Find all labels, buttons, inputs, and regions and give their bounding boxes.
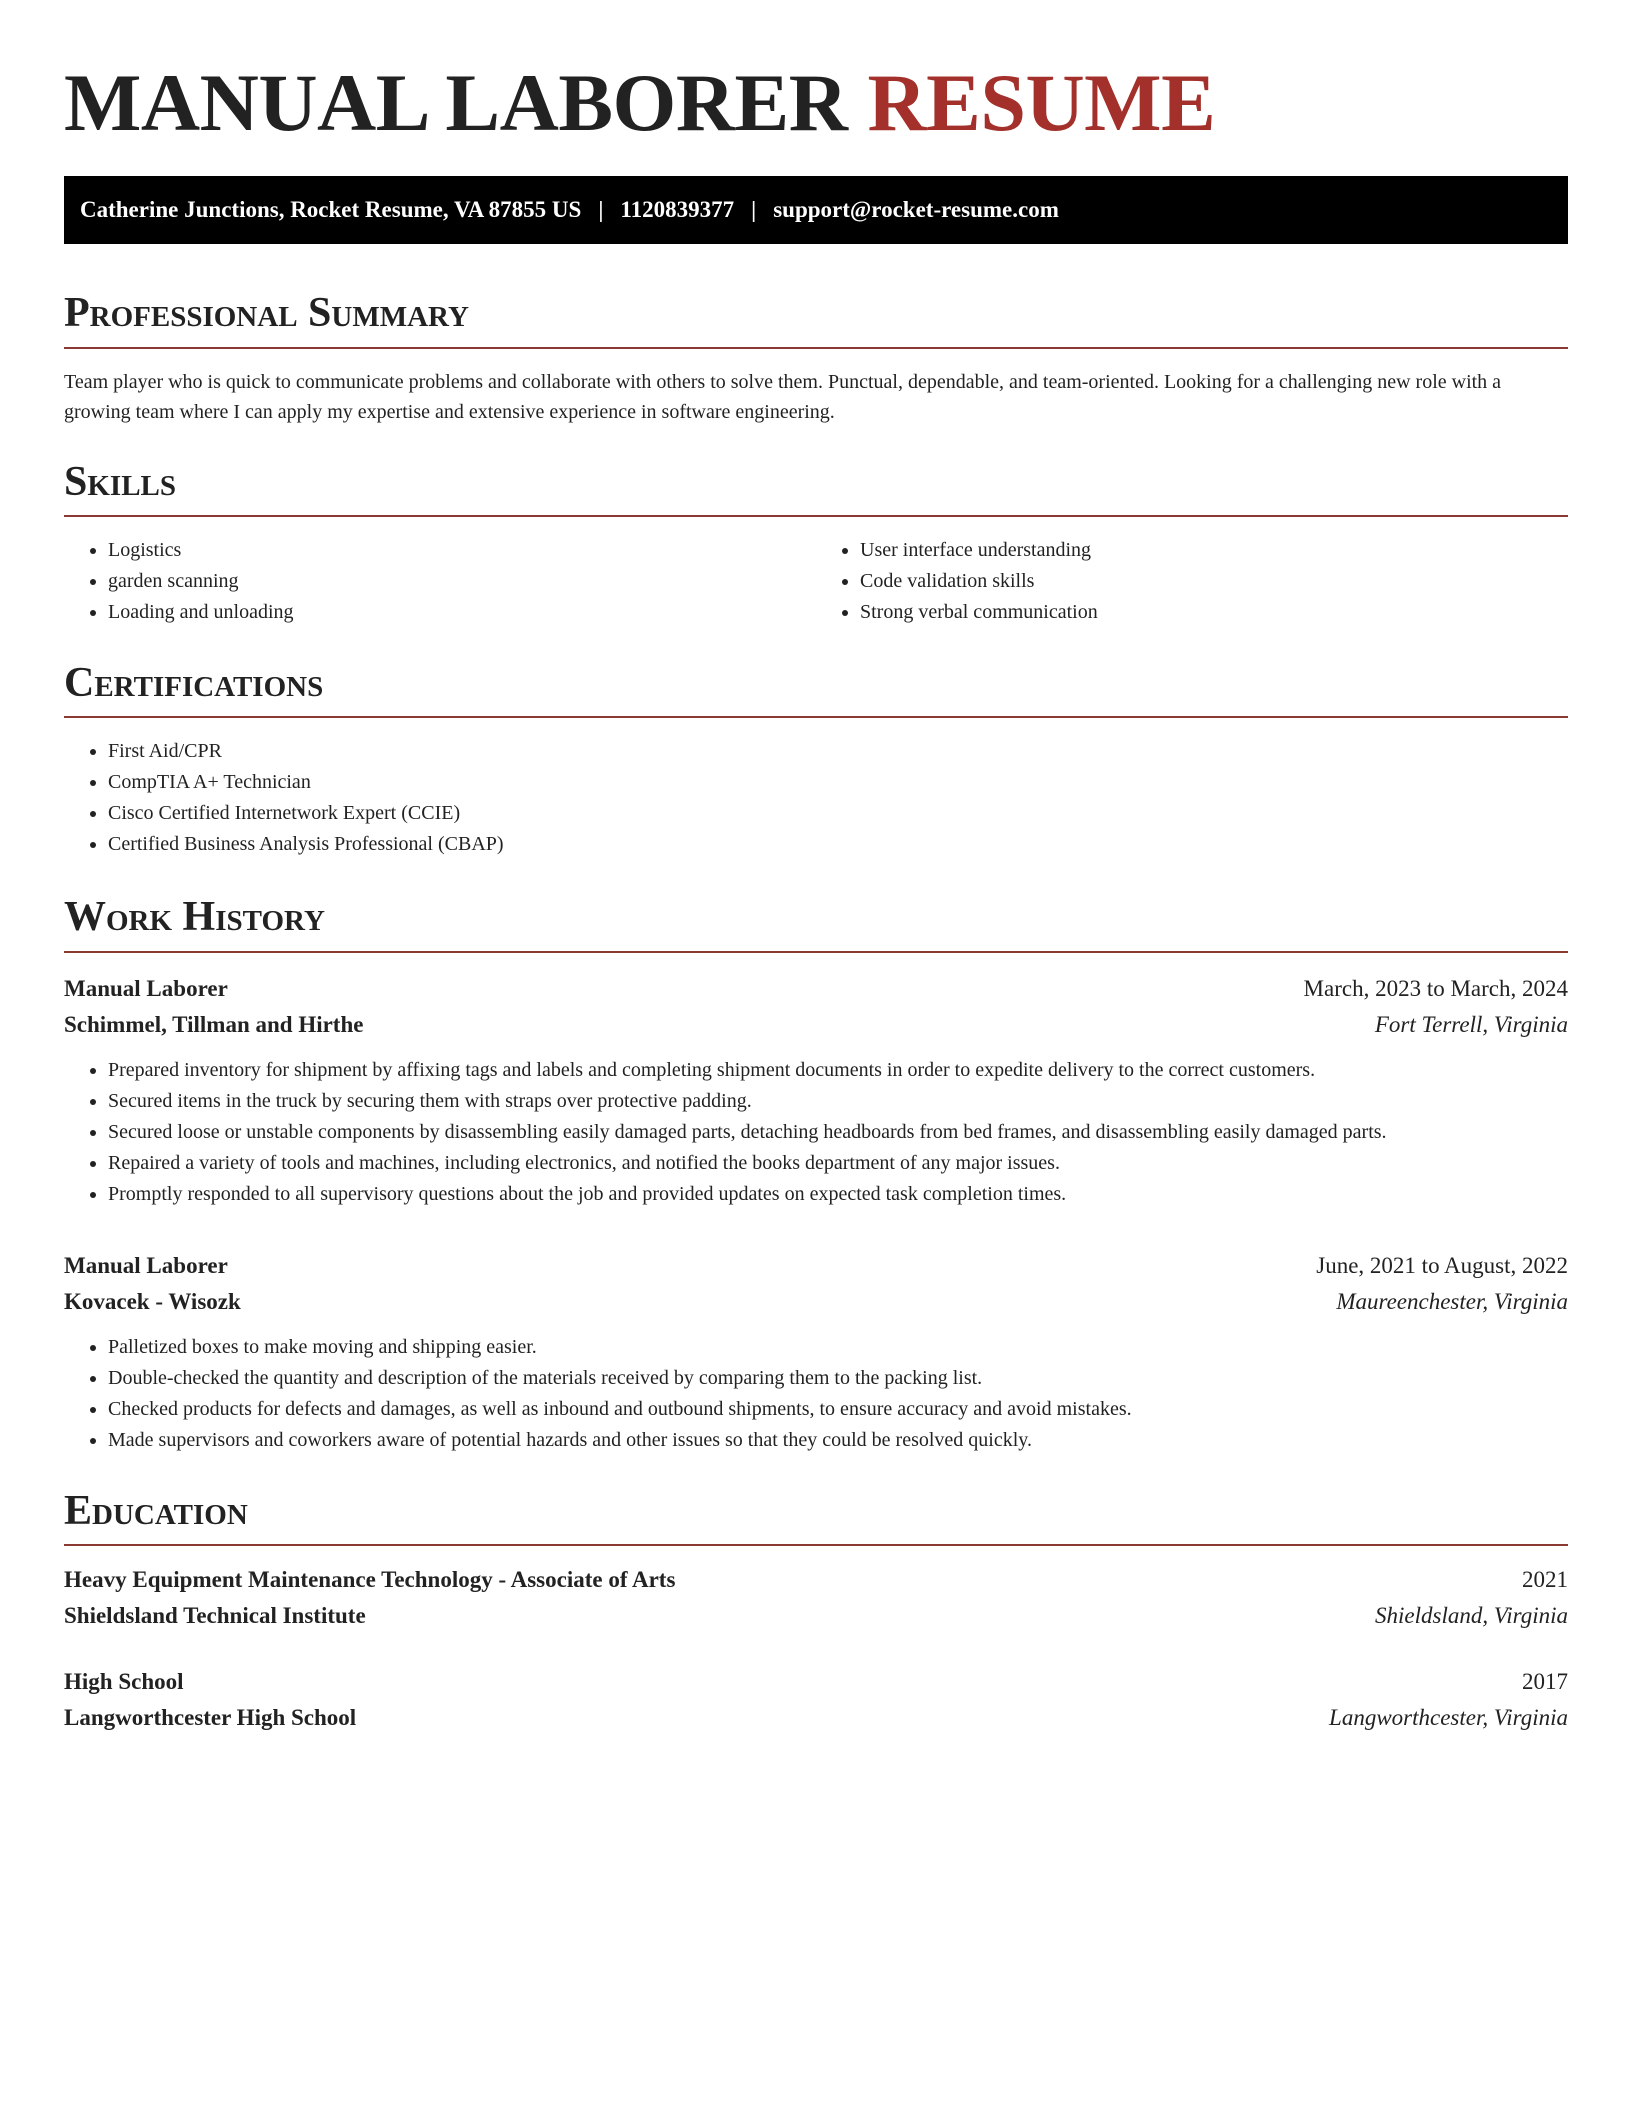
skill-item: • Strong verbal communication [860, 597, 1568, 628]
skills-list [64, 517, 1568, 628]
job-title: Manual Laborer [64, 1252, 228, 1278]
certification-item: • CompTIA A+ Technician [108, 767, 1568, 798]
education-degree: High School [64, 1669, 184, 1695]
job-duty-item: • Promptly responded to all supervisory questions about the job and provided updates on expected task completion times. [108, 1179, 1568, 1210]
section-heading-certifications: Certifications [64, 658, 1568, 718]
job-title: Manual Laborer [64, 975, 228, 1001]
section-heading-work-history: Work History [64, 892, 1568, 952]
education-year: 2021 [1522, 1567, 1568, 1593]
job-duty-item: • Secured items in the truck by securing them with straps over protective padding. [108, 1086, 1568, 1117]
skill-item: • Code validation skills [860, 566, 1568, 597]
job-duties-list [64, 1055, 1568, 1210]
job-location: Fort Terrell, Virginia [1374, 1011, 1568, 1037]
job-duty-item: • Secured loose or unstable components by disassembling easily damaged parts, detaching headboards from bed frames, and disassembling easily damaged parts. [108, 1117, 1568, 1148]
certifications-list [64, 736, 1568, 860]
job-duty-item: • Prepared inventory for shipment by affixing tags and labels and completing shipment documents in order to expedite delivery to the correct customers. [108, 1055, 1568, 1086]
education-location: Langworthcester, Virginia [1329, 1705, 1568, 1731]
education-degree: Heavy Equipment Maintenance Technology - Associate of Arts [64, 1567, 676, 1593]
title-main: MANUAL LABORER [64, 57, 848, 148]
education-location: Shieldsland, Virginia [1375, 1603, 1568, 1629]
education-degree-row [64, 1664, 1568, 1700]
job-location: Maureenchester, Virginia [1336, 1288, 1568, 1314]
skill-item: • User interface understanding [860, 535, 1568, 566]
certification-item: • First Aid/CPR [108, 736, 1568, 767]
job-duty-item: • Repaired a variety of tools and machines, including electronics, and notified the books department of any major issues. [108, 1148, 1568, 1179]
contact-phone: 1120839377 [620, 197, 735, 223]
job-company-row [64, 1284, 1568, 1320]
job-header-row [64, 971, 1568, 1007]
job-entry [64, 971, 1568, 1210]
education-entry [64, 1562, 1568, 1634]
contact-email: support@rocket-resume.com [773, 197, 1059, 223]
education-year: 2017 [1522, 1669, 1568, 1695]
certification-item: • Cisco Certified Internetwork Expert (CCIE) [108, 798, 1568, 829]
job-header-row [64, 1248, 1568, 1284]
job-duty-item: • Double-checked the quantity and description of the materials received by comparing them to the packing list. [108, 1363, 1568, 1394]
summary-text: Team player who is quick to communicate problems and collaborate with others to solve them. Punctual, dependable, and team-oriented. Looking for a challenging new role with a growing team where I can apply my expertise and extensive experience in software engineering. [64, 370, 1502, 423]
skill-item: • Logistics [108, 535, 816, 566]
job-duties-list [64, 1332, 1568, 1456]
education-school: Langworthcester High School [64, 1705, 357, 1731]
contact-address: Catherine Junctions, Rocket Resume, VA 87855 US [80, 197, 582, 223]
education-school-row [64, 1700, 1568, 1736]
certification-item: • Certified Business Analysis Professional (CBAP) [108, 829, 1568, 860]
resume-title [64, 56, 1568, 150]
job-company-row [64, 1007, 1568, 1043]
education-school-row [64, 1598, 1568, 1634]
job-duty-item: • Palletized boxes to make moving and shipping easier. [108, 1332, 1568, 1363]
education-school: Shieldsland Technical Institute [64, 1603, 366, 1629]
education-entry [64, 1664, 1568, 1736]
job-entry [64, 1248, 1568, 1456]
skills-column-right [816, 535, 1568, 628]
title-accent: RESUME [867, 57, 1216, 148]
section-heading-skills: Skills [64, 457, 1568, 517]
contact-separator: | [598, 197, 604, 223]
job-duty-item: • Checked products for defects and damages, as well as inbound and outbound shipments, to ensure accuracy and avoid mistakes. [108, 1394, 1568, 1425]
job-company: Schimmel, Tillman and Hirthe [64, 1011, 364, 1037]
skills-column-left [64, 535, 816, 628]
contact-separator: | [751, 197, 757, 223]
section-heading-education: Education [64, 1486, 1568, 1546]
skill-item: • Loading and unloading [108, 597, 816, 628]
job-company: Kovacek - Wisozk [64, 1288, 241, 1314]
section-heading-summary: Professional Summary [64, 288, 1568, 348]
education-degree-row [64, 1562, 1568, 1598]
job-dates: March, 2023 to March, 2024 [1303, 975, 1568, 1001]
contact-bar [64, 176, 1568, 244]
job-dates: June, 2021 to August, 2022 [1316, 1252, 1568, 1278]
skill-item: • garden scanning [108, 566, 816, 597]
job-duty-item: • Made supervisors and coworkers aware of potential hazards and other issues so that they could be resolved quickly. [108, 1425, 1568, 1456]
